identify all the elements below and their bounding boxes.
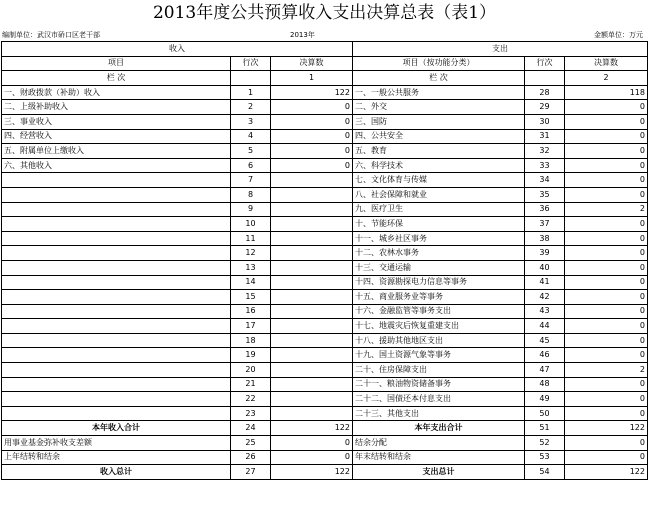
expense-item-cell: 六、科学技术 bbox=[353, 158, 525, 173]
table-row bbox=[2, 158, 648, 173]
expense-item-cell: 十五、商业服务业等事务 bbox=[353, 290, 525, 305]
income-amount-cell: 0 bbox=[271, 158, 353, 173]
income-line-cell: 18 bbox=[231, 333, 271, 348]
table-row bbox=[2, 290, 648, 305]
income-amount-cell bbox=[271, 217, 353, 232]
expense-item-cell: 十八、援助其他地区支出 bbox=[353, 333, 525, 348]
income-amount-cell: 0 bbox=[271, 450, 353, 465]
income-item-cell bbox=[2, 377, 231, 392]
income-amount-cell: 122 bbox=[271, 85, 353, 100]
expense-line-cell: 38 bbox=[525, 231, 565, 246]
table-row bbox=[2, 217, 648, 232]
income-item-cell: 二、上级补助收入 bbox=[2, 100, 231, 115]
expense-amount-cell: 0 bbox=[565, 246, 648, 261]
table-row bbox=[2, 260, 648, 275]
summary-row bbox=[2, 421, 648, 436]
expense-amount-cell: 0 bbox=[565, 187, 648, 202]
expense-line-cell: 40 bbox=[525, 260, 565, 275]
summary-row bbox=[2, 436, 648, 451]
income-line-cell: 25 bbox=[231, 436, 271, 451]
expense-col-index: 2 bbox=[565, 71, 648, 86]
table-row bbox=[2, 202, 648, 217]
income-amount-cell bbox=[271, 333, 353, 348]
income-item-cell bbox=[2, 363, 231, 378]
expense-amount-cell: 0 bbox=[565, 392, 648, 407]
expense-item-cell: 结余分配 bbox=[353, 436, 525, 451]
expense-item-cell: 二十二、国债还本付息支出 bbox=[353, 392, 525, 407]
expense-amount-cell: 0 bbox=[565, 319, 648, 334]
income-line-cell: 11 bbox=[231, 231, 271, 246]
expense-item-cell: 二十、住房保障支出 bbox=[353, 363, 525, 378]
income-amount-cell bbox=[271, 260, 353, 275]
expense-line-cell: 48 bbox=[525, 377, 565, 392]
expense-item-cell: 本年支出合计 bbox=[353, 421, 525, 436]
table-row bbox=[2, 114, 648, 129]
income-item-cell: 收入总计 bbox=[2, 465, 231, 480]
income-line-cell: 26 bbox=[231, 450, 271, 465]
income-item-cell bbox=[2, 246, 231, 261]
expense-line-cell: 34 bbox=[525, 173, 565, 188]
income-amount-cell: 122 bbox=[271, 465, 353, 480]
expense-line-cell: 43 bbox=[525, 304, 565, 319]
expense-line-cell: 35 bbox=[525, 187, 565, 202]
expense-amount-cell: 0 bbox=[565, 144, 648, 159]
income-item-cell bbox=[2, 231, 231, 246]
column-header-row bbox=[2, 56, 648, 71]
expense-item-cell: 十一、城乡社区事务 bbox=[353, 231, 525, 246]
expense-item-cell: 十四、资源勘探电力信息等事务 bbox=[353, 275, 525, 290]
income-line-cell: 15 bbox=[231, 290, 271, 305]
expense-amount-cell: 2 bbox=[565, 363, 648, 378]
org-label: 编制单位：武汉市硚口区老干部 bbox=[2, 31, 100, 39]
income-line-cell: 21 bbox=[231, 377, 271, 392]
table-row bbox=[2, 187, 648, 202]
table-row bbox=[2, 319, 648, 334]
expense-line-cell: 31 bbox=[525, 129, 565, 144]
column-index-row bbox=[2, 71, 648, 86]
expense-item-cell: 十三、交通运输 bbox=[353, 260, 525, 275]
expense-amount-cell: 122 bbox=[565, 465, 648, 480]
income-amount-cell bbox=[271, 246, 353, 261]
income-item-cell: 用事业基金弥补收支差额 bbox=[2, 436, 231, 451]
income-item-cell: 六、其他收入 bbox=[2, 158, 231, 173]
income-item-cell: 五、附属单位上缴收入 bbox=[2, 144, 231, 159]
income-line-cell: 23 bbox=[231, 406, 271, 421]
income-amount-cell bbox=[271, 363, 353, 378]
expense-amount-cell: 122 bbox=[565, 421, 648, 436]
expense-line-cell: 52 bbox=[525, 436, 565, 451]
expense-line-cell: 36 bbox=[525, 202, 565, 217]
expense-amount-cell: 0 bbox=[565, 450, 648, 465]
table-row bbox=[2, 144, 648, 159]
expense-amount-cell: 2 bbox=[565, 202, 648, 217]
income-line-header: 行次 bbox=[231, 56, 271, 71]
year-label: 2013年 bbox=[290, 31, 315, 39]
table-row bbox=[2, 348, 648, 363]
income-item-cell bbox=[2, 202, 231, 217]
income-item-cell bbox=[2, 217, 231, 232]
income-amount-cell: 0 bbox=[271, 436, 353, 451]
income-amount-cell bbox=[271, 304, 353, 319]
expense-amount-cell: 118 bbox=[565, 85, 648, 100]
expense-amount-cell: 0 bbox=[565, 333, 648, 348]
income-amount-cell bbox=[271, 187, 353, 202]
table-row bbox=[2, 129, 648, 144]
table-row bbox=[2, 406, 648, 421]
income-item-cell: 上年结转和结余 bbox=[2, 450, 231, 465]
expense-amount-cell: 0 bbox=[565, 158, 648, 173]
income-line-cell: 13 bbox=[231, 260, 271, 275]
expense-amount-cell: 0 bbox=[565, 348, 648, 363]
income-line-cell: 20 bbox=[231, 363, 271, 378]
expense-amount-cell: 0 bbox=[565, 173, 648, 188]
expense-line-cell: 37 bbox=[525, 217, 565, 232]
income-item-header: 项目 bbox=[2, 56, 231, 71]
expense-item-cell: 二十一、粮油物资储备事务 bbox=[353, 377, 525, 392]
income-item-cell bbox=[2, 348, 231, 363]
expense-item-cell: 一、一般公共服务 bbox=[353, 85, 525, 100]
expense-line-cell: 53 bbox=[525, 450, 565, 465]
income-line-cell: 4 bbox=[231, 129, 271, 144]
expense-item-cell: 四、公共安全 bbox=[353, 129, 525, 144]
expense-amount-cell: 0 bbox=[565, 436, 648, 451]
expense-amount-cell: 0 bbox=[565, 100, 648, 115]
income-line-cell: 9 bbox=[231, 202, 271, 217]
income-item-cell: 三、事业收入 bbox=[2, 114, 231, 129]
income-amount-cell: 0 bbox=[271, 129, 353, 144]
budget-table bbox=[1, 41, 648, 480]
income-item-cell bbox=[2, 290, 231, 305]
income-item-cell bbox=[2, 319, 231, 334]
income-amount-cell bbox=[271, 173, 353, 188]
income-line-cell: 8 bbox=[231, 187, 271, 202]
expense-section-header: 支出 bbox=[353, 42, 648, 57]
expense-line-cell: 46 bbox=[525, 348, 565, 363]
expense-amount-cell: 0 bbox=[565, 217, 648, 232]
expense-line-cell: 50 bbox=[525, 406, 565, 421]
expense-item-cell: 九、医疗卫生 bbox=[353, 202, 525, 217]
expense-item-cell: 二、外交 bbox=[353, 100, 525, 115]
expense-amount-cell: 0 bbox=[565, 260, 648, 275]
income-amount-header: 决算数 bbox=[271, 56, 353, 71]
income-col-line-empty bbox=[231, 71, 271, 86]
table-row bbox=[2, 377, 648, 392]
expense-line-cell: 32 bbox=[525, 144, 565, 159]
expense-line-cell: 45 bbox=[525, 333, 565, 348]
expense-col-label: 栏 次 bbox=[353, 71, 525, 86]
income-line-cell: 7 bbox=[231, 173, 271, 188]
income-line-cell: 14 bbox=[231, 275, 271, 290]
income-amount-cell bbox=[271, 275, 353, 290]
expense-item-cell: 十九、国土资源气象等事务 bbox=[353, 348, 525, 363]
summary-row bbox=[2, 465, 648, 480]
expense-amount-cell: 0 bbox=[565, 406, 648, 421]
income-col-label: 栏 次 bbox=[2, 71, 231, 86]
section-header-row bbox=[2, 42, 648, 57]
income-line-cell: 16 bbox=[231, 304, 271, 319]
expense-item-header: 项目（按功能分类） bbox=[353, 56, 525, 71]
income-item-cell bbox=[2, 275, 231, 290]
expense-item-cell: 支出总计 bbox=[353, 465, 525, 480]
expense-amount-header: 决算数 bbox=[565, 56, 648, 71]
expense-line-cell: 54 bbox=[525, 465, 565, 480]
expense-item-cell: 五、教育 bbox=[353, 144, 525, 159]
expense-line-cell: 44 bbox=[525, 319, 565, 334]
income-item-cell: 四、经营收入 bbox=[2, 129, 231, 144]
income-item-cell bbox=[2, 304, 231, 319]
income-amount-cell: 122 bbox=[271, 421, 353, 436]
expense-line-cell: 41 bbox=[525, 275, 565, 290]
expense-item-cell: 十、节能环保 bbox=[353, 217, 525, 232]
income-line-cell: 10 bbox=[231, 217, 271, 232]
expense-item-cell: 八、社会保障和就业 bbox=[353, 187, 525, 202]
table-row bbox=[2, 231, 648, 246]
income-item-cell bbox=[2, 173, 231, 188]
table-row bbox=[2, 246, 648, 261]
income-item-cell: 本年收入合计 bbox=[2, 421, 231, 436]
expense-amount-cell: 0 bbox=[565, 129, 648, 144]
table-row bbox=[2, 333, 648, 348]
income-amount-cell bbox=[271, 290, 353, 305]
expense-item-cell: 十七、地震灾后恢复重建支出 bbox=[353, 319, 525, 334]
expense-amount-cell: 0 bbox=[565, 114, 648, 129]
income-amount-cell bbox=[271, 392, 353, 407]
expense-item-cell: 二十三、其他支出 bbox=[353, 406, 525, 421]
income-amount-cell bbox=[271, 406, 353, 421]
expense-item-cell: 十六、金融监管等事务支出 bbox=[353, 304, 525, 319]
table-row bbox=[2, 85, 648, 100]
income-item-cell bbox=[2, 406, 231, 421]
expense-amount-cell: 0 bbox=[565, 304, 648, 319]
income-amount-cell: 0 bbox=[271, 100, 353, 115]
expense-line-cell: 51 bbox=[525, 421, 565, 436]
income-amount-cell bbox=[271, 377, 353, 392]
income-line-cell: 3 bbox=[231, 114, 271, 129]
expense-item-cell: 七、文化体育与传媒 bbox=[353, 173, 525, 188]
expense-line-cell: 47 bbox=[525, 363, 565, 378]
expense-line-cell: 29 bbox=[525, 100, 565, 115]
summary-row bbox=[2, 450, 648, 465]
income-amount-cell bbox=[271, 231, 353, 246]
expense-amount-cell: 0 bbox=[565, 290, 648, 305]
income-item-cell bbox=[2, 333, 231, 348]
income-line-cell: 22 bbox=[231, 392, 271, 407]
income-amount-cell bbox=[271, 319, 353, 334]
expense-line-cell: 42 bbox=[525, 290, 565, 305]
income-line-cell: 19 bbox=[231, 348, 271, 363]
table-row bbox=[2, 173, 648, 188]
table-row bbox=[2, 392, 648, 407]
income-amount-cell: 0 bbox=[271, 144, 353, 159]
income-amount-cell bbox=[271, 348, 353, 363]
income-line-cell: 6 bbox=[231, 158, 271, 173]
income-line-cell: 1 bbox=[231, 85, 271, 100]
expense-amount-cell: 0 bbox=[565, 275, 648, 290]
income-section-header: 收入 bbox=[2, 42, 353, 57]
income-line-cell: 5 bbox=[231, 144, 271, 159]
income-item-cell bbox=[2, 260, 231, 275]
expense-line-cell: 39 bbox=[525, 246, 565, 261]
expense-amount-cell: 0 bbox=[565, 231, 648, 246]
income-line-cell: 2 bbox=[231, 100, 271, 115]
table-row bbox=[2, 275, 648, 290]
income-item-cell: 一、财政拨款（补助）收入 bbox=[2, 85, 231, 100]
expense-line-cell: 49 bbox=[525, 392, 565, 407]
expense-item-cell: 十二、农林水事务 bbox=[353, 246, 525, 261]
expense-line-header: 行次 bbox=[525, 56, 565, 71]
income-line-cell: 27 bbox=[231, 465, 271, 480]
expense-item-cell: 年末结转和结余 bbox=[353, 450, 525, 465]
expense-line-cell: 33 bbox=[525, 158, 565, 173]
table-row bbox=[2, 100, 648, 115]
income-amount-cell bbox=[271, 202, 353, 217]
expense-line-cell: 30 bbox=[525, 114, 565, 129]
expense-item-cell: 三、国防 bbox=[353, 114, 525, 129]
income-amount-cell: 0 bbox=[271, 114, 353, 129]
page-title: 2013年度公共预算收入支出决算总表（表1） bbox=[152, 3, 497, 23]
expense-amount-cell: 0 bbox=[565, 377, 648, 392]
expense-col-line-empty bbox=[525, 71, 565, 86]
income-line-cell: 24 bbox=[231, 421, 271, 436]
income-item-cell bbox=[2, 392, 231, 407]
table-row bbox=[2, 304, 648, 319]
income-item-cell bbox=[2, 187, 231, 202]
table-row bbox=[2, 363, 648, 378]
income-col-index: 1 bbox=[271, 71, 353, 86]
income-line-cell: 12 bbox=[231, 246, 271, 261]
expense-line-cell: 28 bbox=[525, 85, 565, 100]
unit-label: 金额单位：万元 bbox=[594, 31, 643, 39]
income-line-cell: 17 bbox=[231, 319, 271, 334]
